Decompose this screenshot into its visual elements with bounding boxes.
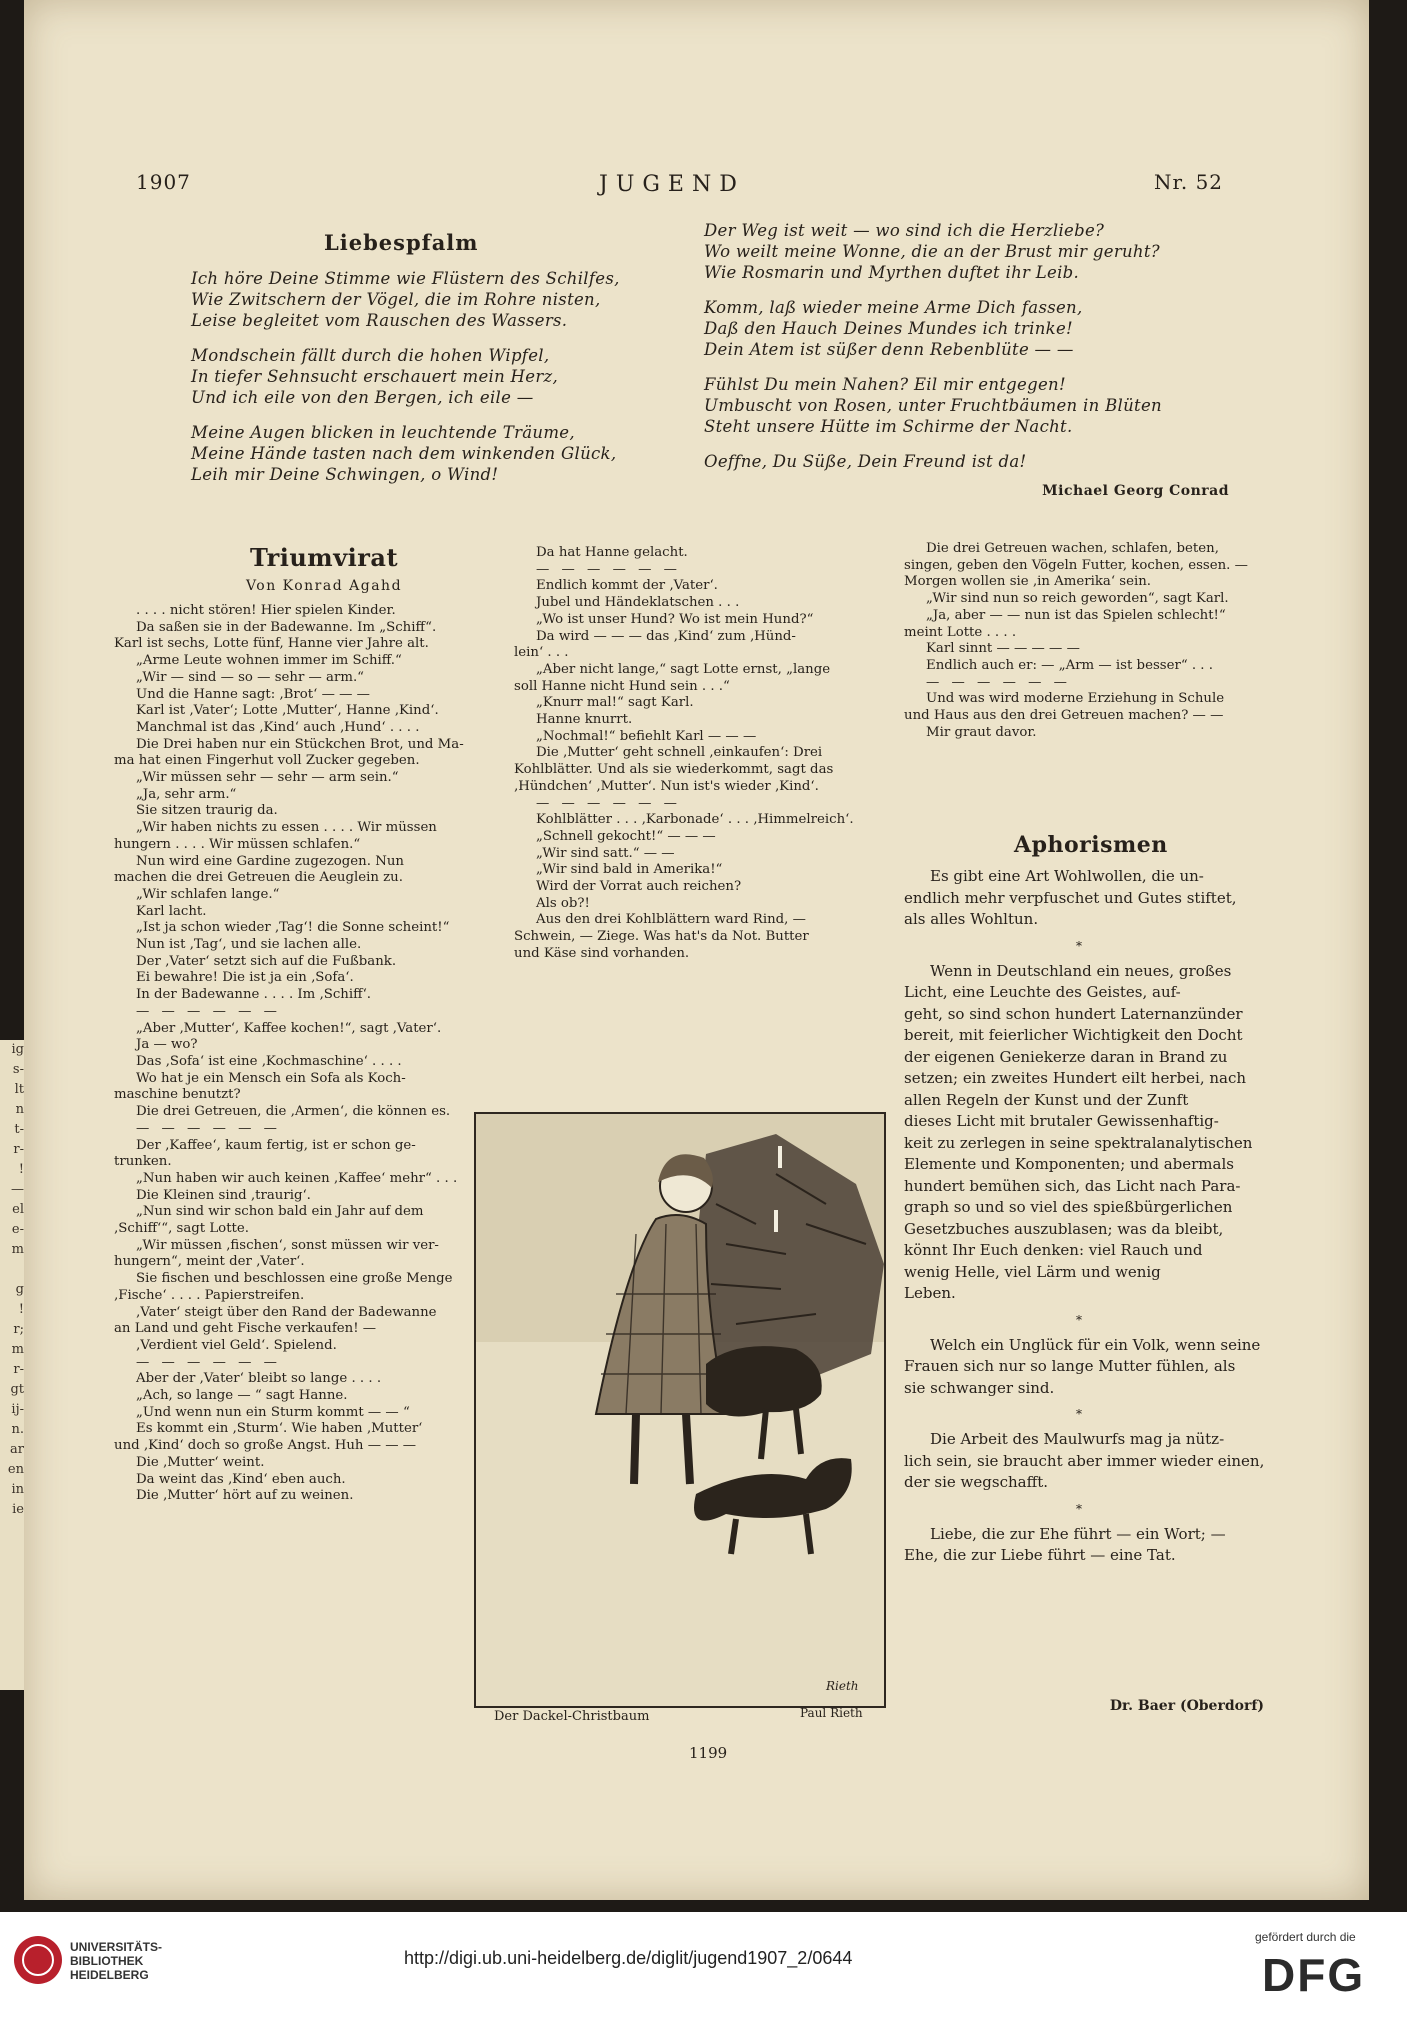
- margin-fragment: en: [7, 1462, 24, 1477]
- prose-line: Die ‚Mutter‘ geht schnell ‚einkaufen‘: Drei: [536, 745, 823, 761]
- poem-line: Wie Zwitschern der Vögel, die im Rohre nisten,: [191, 290, 601, 309]
- prose-line: „Wir sind bald in Amerika!“: [536, 862, 723, 878]
- margin-fragment: ie: [12, 1502, 24, 1517]
- funding-note: gefördert durch die: [1255, 1930, 1356, 1944]
- prose-line: Nun wird eine Gardine zugezogen. Nun: [136, 853, 404, 869]
- page-sheet: [24, 0, 1369, 1900]
- page-number: 1199: [689, 1744, 728, 1762]
- prose-line: ‚Hündchen‘ ‚Mutter‘. Nun ist's wieder ‚Kind‘.: [514, 778, 819, 794]
- story-byline: Von Konrad Agahd: [245, 578, 403, 594]
- prose-line: Aus den drei Kohlblättern ward Rind, —: [536, 912, 806, 928]
- aphorism-line: Frauen sich nur so lange Mutter fühlen, als: [904, 1357, 1236, 1375]
- library-line: HEIDELBERG: [70, 1968, 149, 1982]
- prose-line: „Ja, sehr arm.“: [136, 786, 237, 802]
- aphorism-line: bereit, mit feierlicher Wichtigkeit den Docht: [904, 1026, 1243, 1044]
- prose-line: Der ‚Vater‘ setzt sich auf die Fußbank.: [136, 953, 397, 969]
- illustration-caption: Der Dackel-Christbaum: [494, 1709, 650, 1724]
- margin-fragment: gt: [10, 1382, 24, 1397]
- prose-line: „Wir sind satt.“ — —: [536, 845, 675, 861]
- aphorism-line: setzen; ein zweites Hundert eilt herbei, nach: [904, 1069, 1247, 1087]
- margin-fragment: r-: [13, 1362, 24, 1377]
- prose-line: Endlich kommt der ‚Vater‘.: [536, 578, 718, 594]
- prose-line: Jubel und Händeklatschen . . .: [536, 595, 740, 611]
- prose-line: Und was wird moderne Erziehung in Schule: [926, 691, 1225, 707]
- poem-stanza: [704, 220, 1264, 283]
- prose-line: „Wir schlafen lange.“: [136, 886, 280, 902]
- aphorism-line: lich sein, sie braucht aber immer wieder einen,: [904, 1451, 1265, 1470]
- prose-line: Der ‚Kaffee‘, kaum fertig, ist er schon ge-: [136, 1137, 416, 1153]
- aphorism-line: geht, so sind schon hundert Laternanzünder: [904, 1004, 1243, 1023]
- aphorism-line: Elemente und Komponenten; und abermals: [904, 1155, 1234, 1173]
- aphorism-line: endlich mehr verpfuschet und Gutes stiftet,: [904, 888, 1237, 907]
- poem-line: Meine Hände tasten nach dem winkenden Glück,: [191, 444, 617, 463]
- prose-line: Karl ist ‚Vater‘; Lotte ‚Mutter‘, Hanne ‚Kind‘.: [136, 703, 439, 719]
- prose-line: „Aber ‚Mutter‘, Kaffee kochen!“, sagt ‚Vater‘.: [136, 1020, 442, 1036]
- prose-line: . . . . nicht stören! Hier spielen Kinder.: [136, 603, 396, 618]
- poem-line: Der Weg ist weit — wo sind ich die Herzliebe?: [704, 221, 1105, 240]
- prose-line: „Nun haben wir auch keinen ‚Kaffee‘ mehr“ . . .: [136, 1170, 458, 1186]
- poem-line: Meine Augen blicken in leuchtende Träume,: [191, 423, 575, 442]
- poem-line: Daß den Hauch Deines Mundes ich trinke!: [704, 319, 1073, 338]
- seal-ring: [22, 1944, 54, 1976]
- prose-line: „Ach, so lange — “ sagt Hanne.: [136, 1388, 348, 1404]
- prose-line: singen, geben den Vögeln Futter, kochen, essen. —: [904, 557, 1248, 573]
- poem-line: Mondschein fällt durch die hohen Wipfel,: [191, 346, 550, 365]
- prose-line: ‚Fische‘ . . . . Papierstreifen.: [114, 1287, 305, 1303]
- prose-line: „Knurr mal!“ sagt Karl.: [536, 695, 694, 711]
- illustration-artist: Paul Rieth: [800, 1706, 863, 1720]
- aphorism-line: wenig Helle, viel Lärm und wenig: [904, 1262, 1161, 1281]
- prose-line: lein‘ . . .: [514, 645, 569, 661]
- poem-line: Leih mir Deine Schwingen, o Wind!: [191, 465, 499, 484]
- poem-line: Ich höre Deine Stimme wie Flüstern des Schilfes,: [191, 269, 620, 288]
- margin-fragment: m: [11, 1242, 24, 1257]
- prose-line: ‚Verdient viel Geld‘. Spielend.: [136, 1337, 337, 1353]
- poem-line: Umbuscht von Rosen, unter Fruchtbäumen in Blüten: [704, 396, 1162, 415]
- margin-fragment: ar: [10, 1442, 24, 1457]
- poem-stanza: [704, 297, 1264, 360]
- aphorism-separator: *: [1076, 1501, 1082, 1516]
- aphorism-line: Liebe, die zur Ehe führt — ein Wort; —: [930, 1524, 1226, 1543]
- aphorism-separator: *: [1076, 1407, 1082, 1421]
- dachshund-christmas-tree-illustration: [476, 1114, 884, 1706]
- poem-stanza: [191, 422, 711, 485]
- prose-line: ‚Vater‘ steigt über den Rand der Badewanne: [136, 1304, 437, 1320]
- story-column-1: [114, 603, 494, 1505]
- university-seal-icon: [14, 1936, 62, 1984]
- prose-line: meint Lotte . . . .: [904, 624, 1017, 640]
- prose-line: machen die drei Getreuen die Aeuglein zu.: [114, 870, 403, 886]
- prose-line: und ‚Kind‘ doch so große Angst. Huh — — —: [114, 1438, 417, 1454]
- dfg-logo: DFG: [1262, 1949, 1366, 2001]
- margin-fragment: m: [11, 1342, 24, 1357]
- prose-line: Die ‚Mutter‘ weint.: [136, 1454, 265, 1470]
- prose-line: „Wo ist unser Hund? Wo ist mein Hund?“: [536, 611, 814, 627]
- header-journal-title: JUGEND: [599, 172, 745, 197]
- prose-line: Aber der ‚Vater‘ bleibt so lange . . . .: [136, 1371, 382, 1387]
- prose-line: Hanne knurrt.: [536, 712, 633, 728]
- prose-line: Als ob?!: [536, 895, 590, 911]
- prose-line: Die drei Getreuen wachen, schlafen, beten,: [926, 541, 1219, 556]
- section-separator: — — — — — —: [136, 1120, 281, 1136]
- library-line: UNIVERSITÄTS-: [70, 1940, 163, 1954]
- margin-fragment: r;: [13, 1322, 24, 1337]
- aphorism-separator: *: [1076, 938, 1082, 953]
- prose-line: Ja — wo?: [136, 1037, 198, 1053]
- poem-right-column: [704, 220, 1264, 486]
- poem-author: Michael Georg Conrad: [1042, 483, 1229, 499]
- prose-line: Karl ist sechs, Lotte fünf, Hanne vier Jahre alt.: [114, 636, 429, 652]
- prose-line: In der Badewanne . . . . Im ‚Schiff‘.: [136, 987, 372, 1003]
- poem-line: Fühlst Du mein Nahen? Eil mir entgegen!: [704, 375, 1066, 394]
- aphorism-line: Wenn in Deutschland ein neues, großes: [930, 961, 1232, 980]
- tree-candle: [778, 1146, 782, 1168]
- aphorism-line: Die Arbeit des Maulwurfs mag ja nütz-: [930, 1430, 1225, 1448]
- prose-line: maschine benutzt?: [114, 1087, 241, 1103]
- margin-fragment: g: [15, 1282, 24, 1297]
- prose-line: an Land und geht Fische verkaufen! —: [114, 1321, 377, 1337]
- poem-stanza: [191, 345, 711, 408]
- prose-line: Es kommt ein ‚Sturm‘. Wie haben ‚Mutter‘: [136, 1421, 423, 1437]
- poem-line: Und ich eile von den Bergen, ich eile —: [191, 388, 534, 407]
- aphorism-line: Ehe, die zur Liebe führt — eine Tat.: [904, 1546, 1176, 1564]
- prose-line: Die drei Getreuen, die ‚Armen‘, die können es.: [136, 1104, 451, 1120]
- margin-fragment: !: [18, 1162, 24, 1177]
- prose-line: Morgen wollen sie ‚in Amerika‘ sein.: [904, 574, 1152, 590]
- prose-line: Ei bewahre! Die ist ja ein ‚Sofa‘.: [136, 970, 354, 986]
- section-separator: — — — — — —: [136, 1003, 281, 1019]
- prose-line: Die ‚Mutter‘ hört auf zu weinen.: [136, 1488, 354, 1504]
- illustration-frame: [474, 1112, 886, 1708]
- aphorism-line: dieses Licht mit brutaler Gewissenhaftig-: [904, 1112, 1219, 1130]
- margin-fragment: n.: [11, 1422, 24, 1437]
- story-column-3: [904, 541, 1269, 741]
- prose-line: Da weint das ‚Kind‘ eben auch.: [136, 1471, 346, 1487]
- illustration-signature: Rieth: [826, 1679, 859, 1693]
- poem-stanza: [191, 268, 711, 331]
- prose-line: „Schnell gekocht!“ — — —: [536, 828, 716, 844]
- prose-line: Wird der Vorrat auch reichen?: [536, 879, 742, 895]
- prose-line: „Arme Leute wohnen immer im Schiff.“: [136, 653, 402, 669]
- library-line: BIBLIOTHEK: [70, 1954, 144, 1968]
- poem-line: Wo weilt meine Wonne, die an der Brust mir geruht?: [704, 242, 1160, 261]
- poem-line: Leise begleitet vom Rauschen des Wassers.: [191, 311, 568, 330]
- margin-fragment: e-: [11, 1222, 24, 1237]
- aphorism-line: hundert bemühen sich, das Licht nach Para-: [904, 1176, 1241, 1195]
- poem-line: In tiefer Sehnsucht erschauert mein Herz,: [191, 367, 559, 386]
- section-separator: — — — — — —: [926, 674, 1071, 690]
- prose-line: hungern“, meint der ‚Vater‘.: [114, 1254, 305, 1270]
- prose-line: Die Kleinen sind ‚traurig‘.: [136, 1187, 311, 1203]
- aphorism-line: könnt Ihr Euch denken: viel Rauch und: [904, 1241, 1203, 1259]
- prose-line: ma hat einen Fingerhut voll Zucker gegeben.: [114, 753, 420, 769]
- margin-fragment: el: [12, 1202, 24, 1217]
- margin-fragment: ij-: [11, 1402, 24, 1417]
- margin-fragment: n: [15, 1102, 24, 1117]
- poem-left-column: [191, 268, 711, 499]
- aphorisms-author: Dr. Baer (Oberdorf): [1109, 1698, 1264, 1714]
- prose-line: ‚Schiff‘“, sagt Lotte.: [114, 1221, 249, 1237]
- margin-fragment: t-: [14, 1122, 24, 1137]
- prose-line: Karl lacht.: [136, 903, 207, 919]
- prose-line: Karl sinnt — — — — —: [926, 641, 1080, 657]
- prose-line: „Wir — sind — so — sehr — arm.“: [136, 669, 364, 685]
- poem-line: Steht unsere Hütte im Schirme der Nacht.: [704, 417, 1073, 436]
- margin-fragment: [0, 1260, 24, 1280]
- prose-line: „Nun sind wir schon bald ein Jahr auf dem: [136, 1204, 424, 1220]
- prose-line: „Und wenn nun ein Sturm kommt — — “: [136, 1404, 410, 1420]
- aphorism-line: allen Regeln der Kunst und der Zunft: [904, 1090, 1189, 1109]
- prose-line: „Wir haben nichts zu essen . . . . Wir müssen: [136, 820, 437, 836]
- margin-fragment: r-: [13, 1142, 24, 1157]
- prose-line: Endlich auch er: — „Arm — ist besser“ . . .: [926, 657, 1213, 673]
- header-year: 1907: [136, 170, 191, 194]
- margin-fragment: !: [18, 1302, 24, 1317]
- prose-line: Kohlblätter. Und als sie wiederkommt, sagt das: [514, 762, 834, 778]
- prose-line: „Wir müssen ‚fischen‘, sonst müssen wir ver-: [136, 1237, 439, 1253]
- margin-fragment: lt: [14, 1082, 24, 1097]
- prose-line: Manchmal ist das ‚Kind‘ auch ‚Hund‘ . . . .: [136, 719, 420, 735]
- margin-fragment: —: [11, 1182, 24, 1197]
- prose-line: „Ja, aber — — nun ist das Spielen schlecht!“: [926, 607, 1226, 623]
- aphorism-line: als alles Wohltun.: [904, 910, 1039, 928]
- poem-stanza: [704, 374, 1264, 437]
- prose-line: Schwein, — Ziege. Was hat's da Not. Butter: [514, 929, 809, 945]
- section-separator: — — — — — —: [536, 561, 681, 577]
- prose-line: „Aber nicht lange,“ sagt Lotte ernst, „lange: [536, 661, 831, 677]
- prose-line: „Wir sind nun so reich geworden“, sagt Karl.: [926, 591, 1229, 607]
- poem-line: Oeffne, Du Süße, Dein Freund ist da!: [704, 452, 1027, 471]
- header-issue-number: Nr. 52: [1154, 170, 1224, 194]
- prose-line: „Wir müssen sehr — sehr — arm sein.“: [136, 770, 399, 786]
- prose-line: trunken.: [114, 1154, 172, 1170]
- aphorisms-title: Aphorismen: [1014, 832, 1168, 858]
- aphorism-line: Gesetzbuches auszublasen; was da bleibt,: [904, 1219, 1224, 1238]
- prose-line: „Nochmal!“ befiehlt Karl — — —: [536, 728, 757, 744]
- prose-line: hungern . . . . Wir müssen schlafen.“: [114, 836, 361, 852]
- poem-stanza: [704, 451, 1264, 472]
- prose-line: Kohlblätter . . . ‚Karbonade‘ . . . ‚Himmelreich‘.: [536, 812, 854, 828]
- prose-line: Da hat Hanne gelacht.: [536, 545, 688, 560]
- aphorism-line: keit zu zerlegen in seine spektralanalytischen: [904, 1133, 1253, 1152]
- prose-line: Sie fischen und beschlossen eine große Menge: [136, 1271, 453, 1287]
- library-name: [70, 1940, 162, 1982]
- aphorisms-column: [904, 866, 1265, 1567]
- poem-line: Dein Atem ist süßer denn Rebenblüte — —: [704, 340, 1074, 359]
- prose-line: und Käse sind vorhanden.: [514, 945, 690, 961]
- tree-candle: [774, 1210, 778, 1232]
- prose-line: Das ‚Sofa‘ ist eine ‚Kochmaschine‘ . . . .: [136, 1053, 402, 1069]
- aphorism-separator: *: [1076, 1312, 1082, 1327]
- prose-line: Mir graut davor.: [926, 724, 1037, 740]
- margin-fragment: in: [11, 1482, 24, 1497]
- story-column-2: [514, 545, 889, 963]
- digitization-footer: [0, 1912, 1407, 2018]
- aphorism-line: Licht, eine Leuchte des Geistes, auf-: [904, 983, 1181, 1001]
- aphorism-line: sie schwanger sind.: [904, 1378, 1055, 1397]
- prose-line: Und die Hanne sagt: ‚Brot‘ — — —: [136, 686, 370, 702]
- poem-title: Liebespfalm: [324, 230, 479, 255]
- section-separator: — — — — — —: [536, 795, 681, 811]
- prose-line: und Haus aus den drei Getreuen machen? — —: [904, 708, 1224, 724]
- aphorism-line: Welch ein Unglück für ein Volk, wenn seine: [930, 1335, 1261, 1354]
- poem-line: Wie Rosmarin und Myrthen duftet ihr Leib.: [704, 263, 1080, 282]
- prose-line: soll Hanne nicht Hund sein . . .“: [514, 678, 730, 694]
- digital-copy-url[interactable]: http://digi.ub.uni-heidelberg.de/diglit/jugend1907_2/0644: [404, 1948, 853, 1968]
- prose-line: Nun ist ‚Tag‘, und sie lachen alle.: [136, 937, 362, 953]
- poem-line: Komm, laß wieder meine Arme Dich fassen,: [704, 298, 1083, 317]
- prose-line: Da saßen sie in der Badewanne. Im „Schiff“.: [136, 619, 437, 635]
- aphorism-line: Leben.: [904, 1284, 956, 1302]
- dachshund-one: [706, 1346, 822, 1416]
- prose-line: „Ist ja schon wieder ‚Tag‘! die Sonne scheint!“: [136, 920, 450, 936]
- prose-line: Sie sitzen traurig da.: [136, 803, 278, 819]
- aphorism-line: Es gibt eine Art Wohlwollen, die un-: [930, 867, 1204, 885]
- prose-line: Die Drei haben nur ein Stückchen Brot, und Ma-: [136, 736, 464, 752]
- prose-line: Wo hat je ein Mensch ein Sofa als Koch-: [136, 1070, 406, 1086]
- story-title: Triumvirat: [249, 543, 399, 572]
- margin-fragment: s-: [12, 1062, 24, 1077]
- margin-fragment: ig: [11, 1042, 24, 1057]
- aphorism-line: graph so und so viel des spießbürgerlichen: [904, 1198, 1233, 1216]
- prose-line: Da wird — — — das ‚Kind‘ zum ‚Hünd-: [536, 628, 796, 644]
- aphorism-line: der eigenen Geniekerze daran in Brand zu: [904, 1047, 1228, 1066]
- section-separator: — — — — — —: [136, 1354, 281, 1370]
- facing-page-margin-fragments: [0, 1040, 24, 1690]
- aphorism-line: der sie wegschafft.: [904, 1473, 1049, 1491]
